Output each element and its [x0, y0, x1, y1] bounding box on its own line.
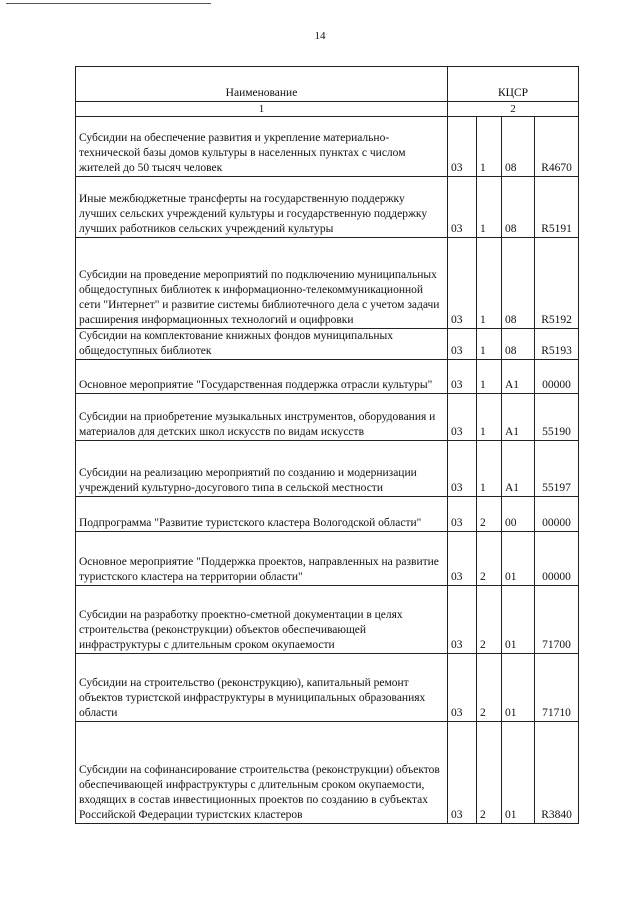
table-row [76, 497, 579, 532]
table-row [76, 360, 579, 394]
column-header-name: Наименование [76, 67, 448, 102]
row-code-direction: 00000 [535, 532, 579, 586]
row-name: Субсидии на реализацию мероприятий по созданию и модернизации учреждений культурно-досугового типа в сельской местности [76, 441, 448, 497]
row-code-program: 03 [448, 654, 477, 722]
table-row [76, 329, 579, 360]
table-body [76, 117, 579, 824]
table-row [76, 238, 579, 329]
row-code-direction: 55190 [535, 394, 579, 441]
row-code-direction: R5192 [535, 238, 579, 329]
column-number-row [76, 102, 579, 117]
row-code-direction: R5191 [535, 177, 579, 238]
table-row [76, 394, 579, 441]
row-code-program: 03 [448, 722, 477, 824]
page-number: 14 [314, 30, 326, 42]
row-code-activity: A1 [502, 394, 535, 441]
scan-top-line [6, 3, 211, 4]
row-code-subprogram: 1 [477, 394, 502, 441]
budget-table [75, 66, 579, 824]
row-code-activity: 08 [502, 329, 535, 360]
row-code-direction: 00000 [535, 360, 579, 394]
row-code-subprogram: 2 [477, 497, 502, 532]
table-row [76, 441, 579, 497]
row-code-activity: 01 [502, 654, 535, 722]
row-name: Подпрограмма "Развитие туристского кластера Вологодской области" [76, 497, 448, 532]
row-name: Основное мероприятие "Государственная поддержка отрасли культуры" [76, 360, 448, 394]
row-code-activity: 01 [502, 532, 535, 586]
row-code-activity: 08 [502, 117, 535, 177]
row-code-program: 03 [448, 532, 477, 586]
row-code-subprogram: 2 [477, 722, 502, 824]
row-name: Субсидии на проведение мероприятий по подключению муниципальных общедоступных библиотек к информационно-телекоммуникационной сети "Интернет" и развитие системы библиотечного дела с учетом задачи расширения информационных технологий и оцифровки [76, 238, 448, 329]
row-code-subprogram: 1 [477, 177, 502, 238]
row-code-program: 03 [448, 117, 477, 177]
row-name: Субсидии на строительство (реконструкцию), капитальный ремонт объектов туристской инфраструктуры в муниципальных образованиях области [76, 654, 448, 722]
table-row [76, 586, 579, 654]
row-name: Субсидии на обеспечение развития и укрепление материально-технической базы домов культуры в населенных пунктах с числом жителей до 50 тысяч человек [76, 117, 448, 177]
row-code-direction: R5193 [535, 329, 579, 360]
row-code-activity: A1 [502, 360, 535, 394]
row-code-subprogram: 1 [477, 117, 502, 177]
row-name: Иные межбюджетные трансферты на государственную поддержку лучших сельских учреждений культуры и государственную поддержку лучших работников сельских учреждений культуры [76, 177, 448, 238]
row-code-program: 03 [448, 238, 477, 329]
row-name: Субсидии на софинансирование строительства (реконструкции) объектов обеспечивающей инфраструктуры с длительным сроком окупаемости, входящих в состав инвестиционных проектов по созданию в субъектах Российской Федерации туристских кластеров [76, 722, 448, 824]
row-code-activity: 08 [502, 238, 535, 329]
row-code-program: 03 [448, 441, 477, 497]
row-code-program: 03 [448, 177, 477, 238]
table-row [76, 654, 579, 722]
row-code-direction: 71710 [535, 654, 579, 722]
row-code-program: 03 [448, 394, 477, 441]
table-row [76, 177, 579, 238]
row-name: Субсидии на комплектование книжных фондов муниципальных общедоступных библиотек [76, 329, 448, 360]
row-code-activity: 01 [502, 586, 535, 654]
row-code-direction: 55197 [535, 441, 579, 497]
column-header-code: КЦСР [448, 67, 579, 102]
row-code-activity: 01 [502, 722, 535, 824]
row-code-subprogram: 2 [477, 586, 502, 654]
row-name: Субсидии на разработку проектно-сметной документации в целях строительства (реконструкции) объектов обеспечивающей инфраструктуры с длительным сроком окупаемости [76, 586, 448, 654]
row-code-program: 03 [448, 497, 477, 532]
row-code-direction: 71700 [535, 586, 579, 654]
row-code-activity: 08 [502, 177, 535, 238]
table-row [76, 722, 579, 824]
column-number-code: 2 [448, 102, 579, 117]
table-header-row [76, 67, 579, 102]
column-number-name: 1 [76, 102, 448, 117]
row-name: Субсидии на приобретение музыкальных инструментов, оборудования и материалов для детских школ искусств по видам искусств [76, 394, 448, 441]
row-code-subprogram: 1 [477, 329, 502, 360]
table-row [76, 117, 579, 177]
row-code-subprogram: 1 [477, 441, 502, 497]
row-code-direction: R4670 [535, 117, 579, 177]
row-code-program: 03 [448, 586, 477, 654]
row-code-direction: 00000 [535, 497, 579, 532]
row-code-subprogram: 1 [477, 360, 502, 394]
row-name: Основное мероприятие "Поддержка проектов, направленных на развитие туристского кластера на территории области" [76, 532, 448, 586]
row-code-activity: A1 [502, 441, 535, 497]
row-code-activity: 00 [502, 497, 535, 532]
row-code-subprogram: 2 [477, 654, 502, 722]
table-row [76, 532, 579, 586]
row-code-program: 03 [448, 360, 477, 394]
row-code-program: 03 [448, 329, 477, 360]
row-code-direction: R3840 [535, 722, 579, 824]
row-code-subprogram: 2 [477, 532, 502, 586]
row-code-subprogram: 1 [477, 238, 502, 329]
